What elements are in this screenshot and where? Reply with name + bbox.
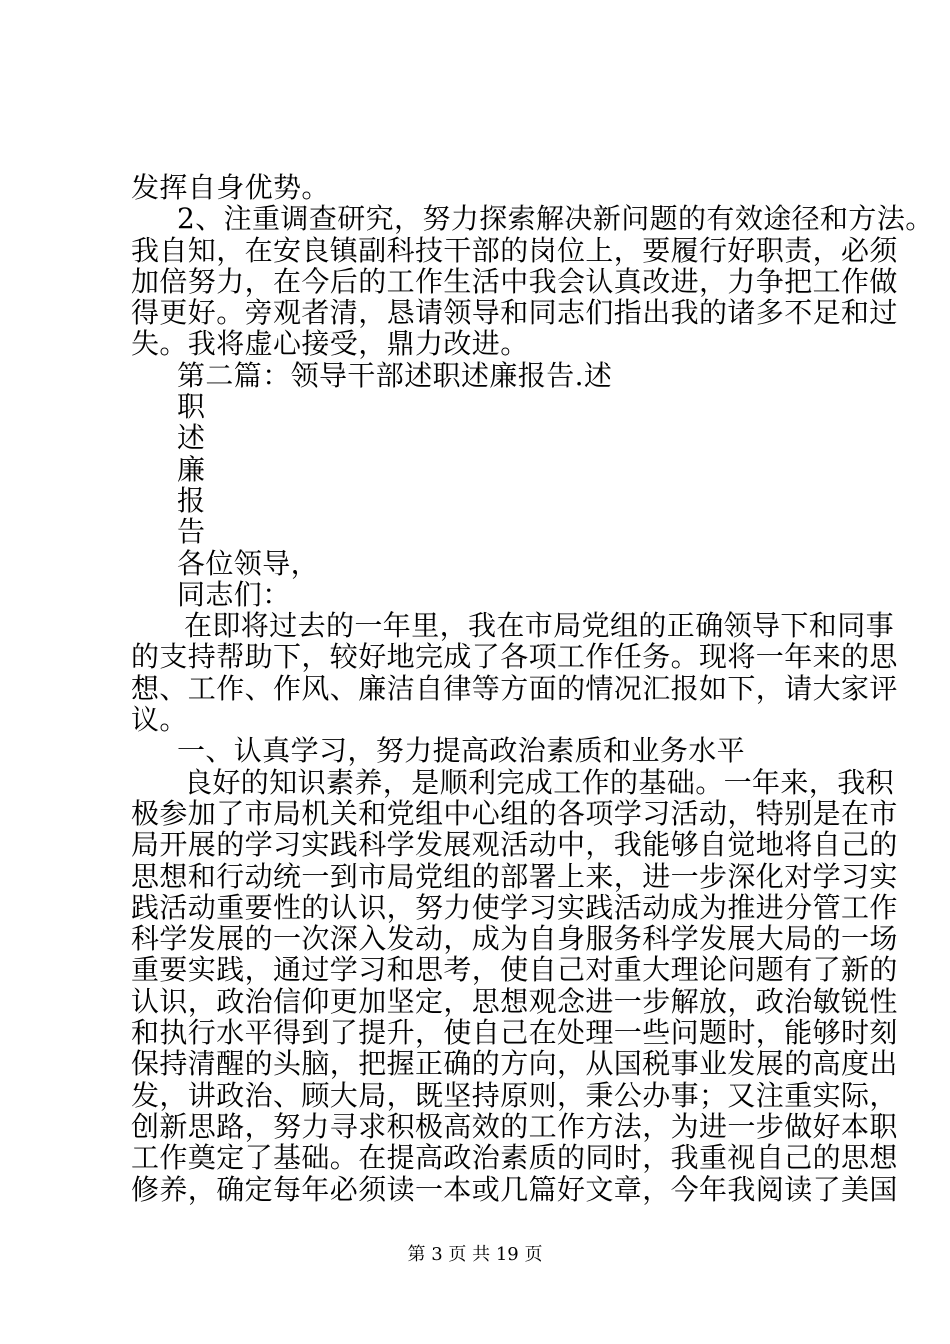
text-line: 重要实践，通过学习和思考，使自己对重大理论问题有了新的 [131, 953, 898, 987]
text-line: 践活动重要性的认识，努力使学习实践活动成为推进分管工作 [131, 890, 898, 924]
page-footer: 第 3 页 共 19 页 [407, 1244, 543, 1265]
text-line: 在即将过去的一年里，我在市局党组的正确领导下和同事 [184, 609, 895, 643]
text-line: 发，讲政治、顾大局，既坚持原则，秉公办事；又注重实际， [131, 1078, 898, 1112]
text-line: 认识，政治信仰更加坚定，思想观念进一步解放，政治敏锐性 [131, 984, 898, 1018]
document-body [131, 171, 934, 1206]
text-line: 述 [177, 421, 206, 455]
text-line: 想、工作、作风、廉洁自律等方面的情况汇报如下，请大家评 [131, 671, 898, 705]
text-line: 修养，确定每年必须读一本或几篇好文章，今年我阅读了美国 [131, 1172, 898, 1206]
text-line: 议。 [131, 703, 188, 737]
text-line: 的支持帮助下，较好地完成了各项工作任务。现将一年来的思 [131, 640, 898, 674]
text-line: 思想和行动统一到市局党组的部署上来，进一步深化对学习实 [131, 859, 898, 893]
text-line: 创新思路，努力寻求积极高效的工作方法，为进一步做好本职 [131, 1109, 898, 1143]
text-line: 报 [177, 483, 206, 517]
text-line: 第二篇：领导干部述职述廉报告.述 [177, 358, 613, 392]
text-line: 极参加了市局机关和党组中心组的各项学习活动，特别是在市 [131, 796, 898, 830]
text-line: 发挥自身优势。 [131, 171, 330, 204]
text-line: 我自知，在安良镇副科技干部的岗位上，要履行好职责，必须 [131, 233, 898, 267]
text-line: 保持清醒的头脑，把握正确的方向，从国税事业发展的高度出 [131, 1047, 898, 1081]
text-line: 一、认真学习，努力提高政治素质和业务水平 [177, 734, 746, 768]
text-line: 失。我将虚心接受，鼎力改进。 [131, 327, 529, 361]
text-line: 各位领导， [177, 546, 320, 580]
text-line: 加倍努力，在今后的工作生活中我会认真改进，力争把工作做 [131, 264, 898, 298]
text-line: 良好的知识素养，是顺利完成工作的基础。一年来，我积 [184, 765, 895, 799]
text-line: 工作奠定了基础。在提高政治素质的同时，我重视自己的思想 [131, 1141, 898, 1175]
text-line: 局开展的学习实践科学发展观活动中，我能够自觉地将自己的 [131, 828, 898, 862]
text-line: 职 [177, 390, 206, 424]
text-line: 得更好。旁观者清，恳请领导和同志们指出我的诸多不足和过 [131, 296, 898, 330]
text-line: 告 [177, 515, 206, 549]
text-line: 和执行水平得到了提升，使自己在处理一些问题时，能够时刻 [131, 1016, 898, 1050]
text-line: 廉 [177, 452, 206, 486]
text-line: 2、注重调查研究，努力探索解决新问题的有效途径和方法。 [177, 202, 934, 236]
text-line: 同志们： [177, 577, 291, 611]
text-line: 科学发展的一次深入发动，成为自身服务科学发展大局的一场 [131, 922, 898, 956]
